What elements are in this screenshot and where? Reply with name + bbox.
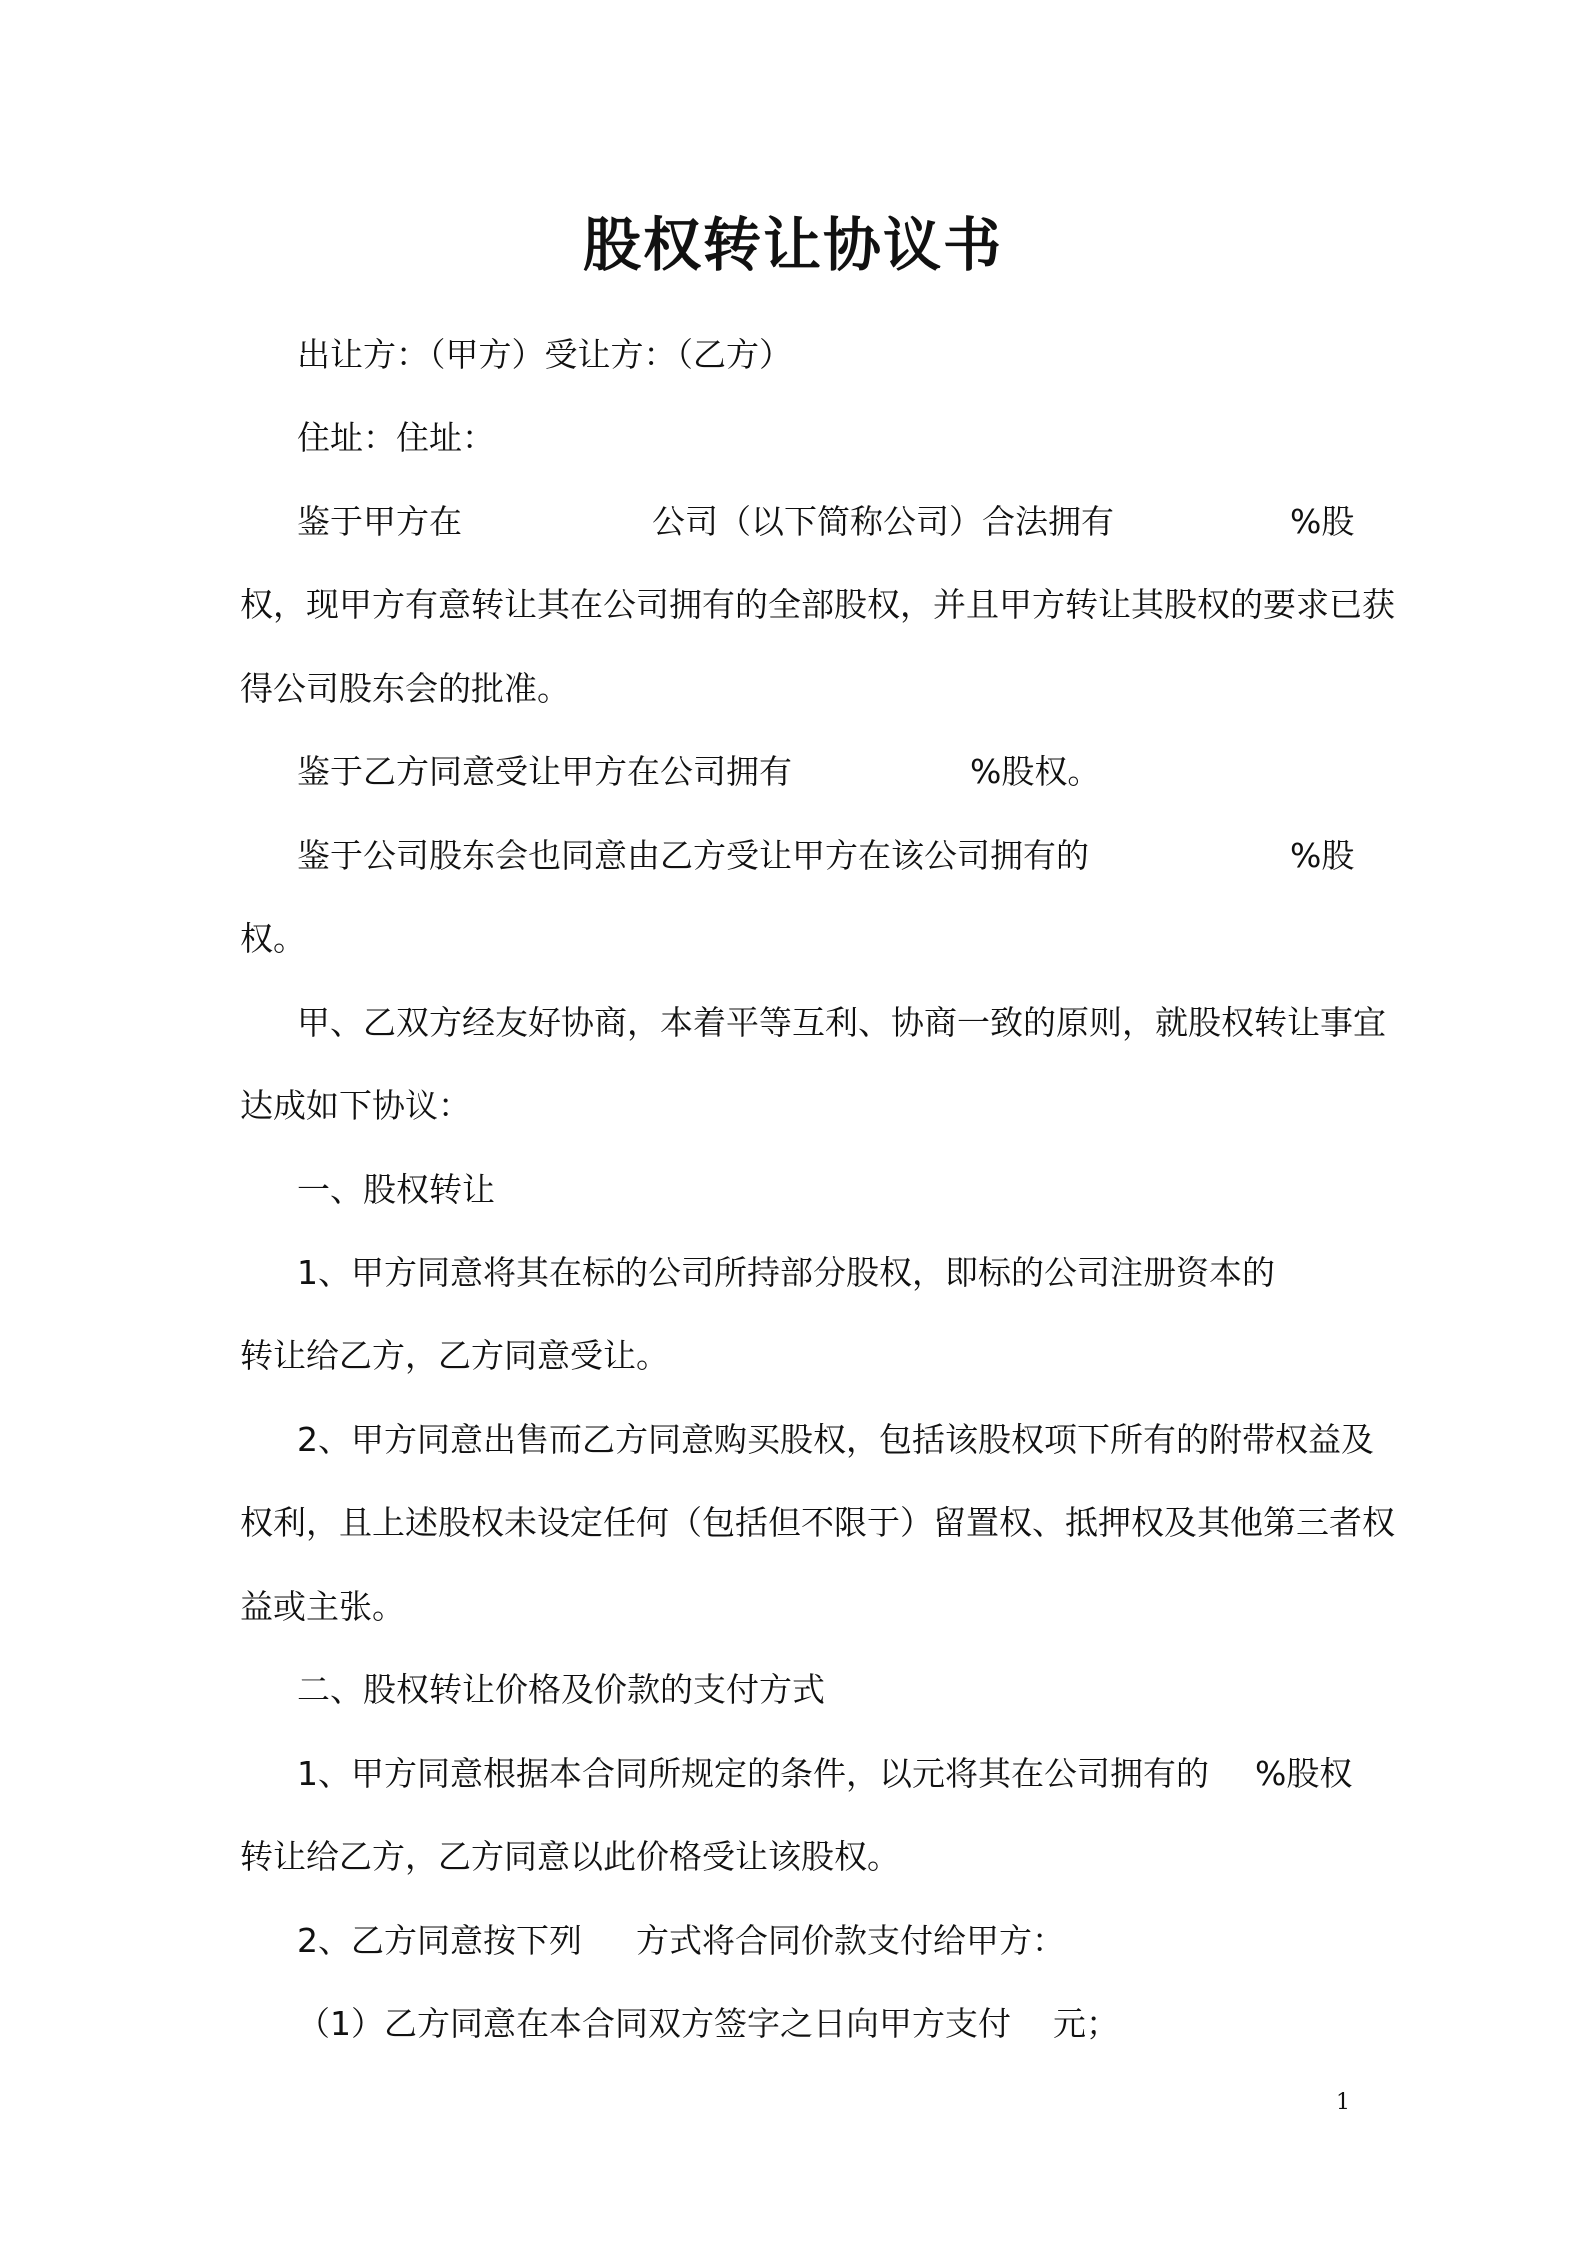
recital-1-line-2: 权，现甲方有意转让其在公司拥有的全部股权，并且甲方转让其股权的要求已获 bbox=[240, 585, 1395, 624]
section-2-item-2-text-a: 2、乙方同意按下列 bbox=[297, 1921, 582, 1960]
parties-line: 出让方：（甲方）受让方：（乙方） bbox=[297, 335, 792, 374]
recital-1-text-a: 鉴于甲方在 bbox=[297, 502, 462, 541]
section-1-item-1-line-2: 转让给乙方，乙方同意受让。 bbox=[240, 1336, 669, 1375]
section-1-item-2-line-1: 2、甲方同意出售而乙方同意购买股权，包括该股权项下所有的附带权益及 bbox=[297, 1420, 1374, 1459]
agreement-line-2: 达成如下协议： bbox=[240, 1086, 471, 1125]
section-1-item-1-line-1: 1、甲方同意将其在标的公司所持部分股权，即标的公司注册资本的 bbox=[297, 1253, 1275, 1292]
address-line: 住址：住址： bbox=[297, 418, 495, 457]
section-2-heading: 二、股权转让价格及价款的支付方式 bbox=[297, 1670, 825, 1709]
section-1-item-2-line-3: 益或主张。 bbox=[240, 1587, 405, 1626]
section-2-item-1-line-2: 转让给乙方，乙方同意以此价格受让该股权。 bbox=[240, 1837, 900, 1876]
document-title: 股权转让协议书 bbox=[582, 211, 1003, 279]
recital-2-text-b: %股权。 bbox=[970, 752, 1101, 791]
agreement-line-1: 甲、乙双方经友好协商，本着平等互利、协商一致的原则，就股权转让事宜 bbox=[297, 1003, 1386, 1042]
section-2-item-1-text-b: %股权 bbox=[1255, 1754, 1353, 1793]
section-2-item-2-text-b: 方式将合同价款支付给甲方： bbox=[636, 1921, 1065, 1960]
section-1-item-2-line-2: 权利，且上述股权未设定任何（包括但不限于）留置权、抵押权及其他第三者权 bbox=[240, 1503, 1395, 1542]
page-number: 1 bbox=[1336, 2090, 1350, 2115]
recital-1-line-3: 得公司股东会的批准。 bbox=[240, 669, 570, 708]
recital-3-text-a: 鉴于公司股东会也同意由乙方受让甲方在该公司拥有的 bbox=[297, 836, 1089, 875]
recital-3-text-b: %股 bbox=[1290, 836, 1355, 875]
section-2-item-1-text-a: 1、甲方同意根据本合同所规定的条件，以元将其在公司拥有的 bbox=[297, 1754, 1209, 1793]
section-2-sub-1-text-a: （1）乙方同意在本合同双方签字之日向甲方支付 bbox=[297, 2004, 1011, 2043]
recital-3-line-2: 权。 bbox=[240, 919, 306, 958]
recital-1-text-b: 公司（以下简称公司）合法拥有 bbox=[652, 502, 1114, 541]
section-1-heading: 一、股权转让 bbox=[297, 1170, 495, 1209]
recital-1-text-c: %股 bbox=[1290, 502, 1355, 541]
section-2-sub-1-text-b: 元； bbox=[1053, 2004, 1119, 2043]
recital-2-text-a: 鉴于乙方同意受让甲方在公司拥有 bbox=[297, 752, 792, 791]
